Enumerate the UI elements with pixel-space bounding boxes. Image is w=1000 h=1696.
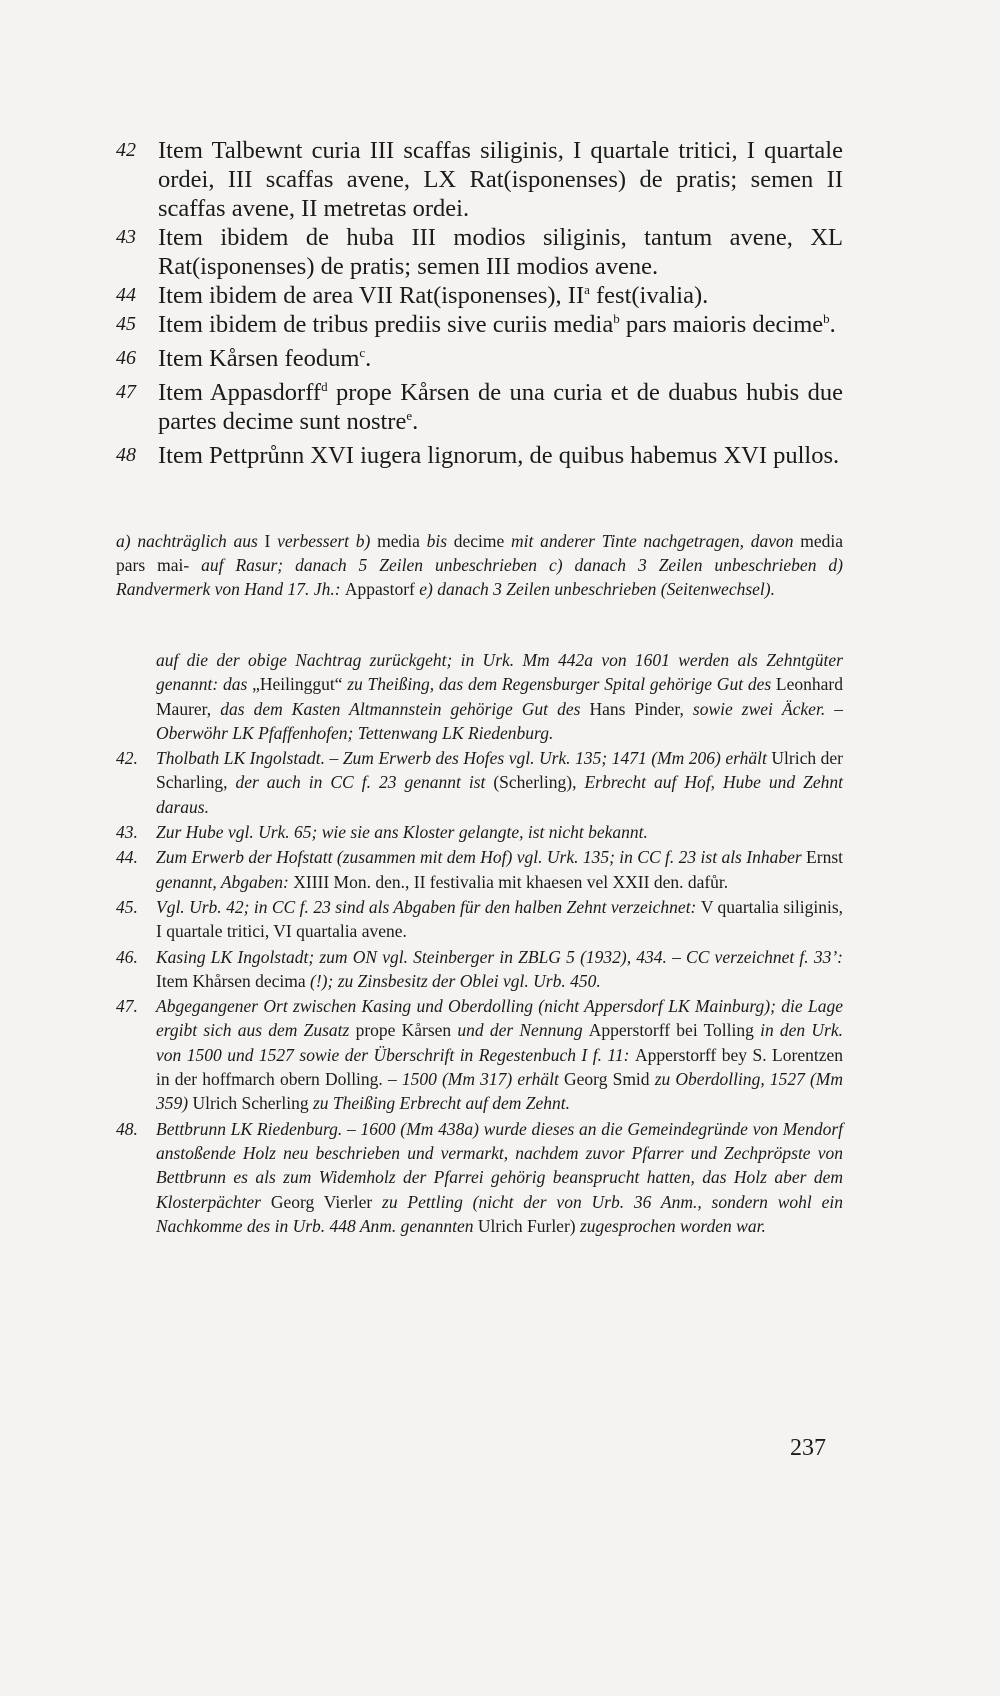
commentary-text: zu Theißing, das dem Regensburger Spital gehörige Gut des xyxy=(342,674,776,695)
commentary-text: Tholbath LK Ingolstadt. – Zum Erwerb des Hofes vgl. Urk. 135; 1471 (Mm 206) erhält xyxy=(156,748,772,769)
commentary-text: (Scherling), xyxy=(493,772,577,793)
entry-45 xyxy=(116,310,843,339)
commentary-text: „Heilinggut“ xyxy=(252,674,343,695)
commentary-text: (!); zu Zinsbesitz der Oblei vgl. Urb. 450. xyxy=(305,970,601,991)
footnote-marker: d xyxy=(321,378,328,394)
commentary-number: 48. xyxy=(116,1118,138,1139)
entry-text: prope Kårsen de una curia et de duabus hubis due partes decime sunt nostre xyxy=(158,379,843,435)
entry-46 xyxy=(116,344,843,373)
commentary-text: in den Urk. von 1500 und 1527 sowie der Überschrift in Regestenbuch I f. 11: xyxy=(156,1020,843,1065)
entry-text: . xyxy=(365,345,372,372)
entry-text: fest(ivalia). xyxy=(589,282,709,309)
apparatus-text: auf Rasur; danach 5 Zeilen unbeschrieben c) danach 3 Zeilen unbeschrieben d) Randvermerk von Hand 17. Jh.: xyxy=(116,555,843,599)
commentary xyxy=(116,648,843,1239)
footnote-marker: c xyxy=(359,344,366,360)
commentary-text: der auch in CC f. 23 genannt ist xyxy=(227,772,494,793)
entry-number: 42 xyxy=(116,139,136,161)
entry-47 xyxy=(116,378,843,436)
apparatus-text: I xyxy=(264,531,271,551)
commentary-text: Bettbrunn LK Riedenburg. – 1600 (Mm 438a) wurde dieses an die Gemeindegründe von Mendorf anstoßende Holz neu beschrieben und vermarkt, nachdem zuvor Pfarrer und Zechpröpste von Bettbrunn es als zum Widemholz der Pfarrei gehörig beansprucht hatten, das Holz aber dem Klosterpächter xyxy=(156,1118,843,1212)
commentary-text: Erbrecht auf Hof, Hube und Zehnt daraus. xyxy=(156,772,843,817)
commentary-number: 44. xyxy=(116,847,138,868)
commentary-text: Ulrich Furler) xyxy=(477,1215,576,1236)
entry-number: 48 xyxy=(116,444,136,466)
commentary-43 xyxy=(116,820,843,844)
commentary-text: genannt, Abgaben: xyxy=(156,871,294,892)
commentary-number: 43. xyxy=(116,822,138,843)
commentary-46 xyxy=(116,945,843,994)
entry-number: 44 xyxy=(116,284,136,306)
commentary-number: 47. xyxy=(116,996,138,1017)
apparatus-text: media xyxy=(377,531,420,551)
apparatus-text: Appastorf xyxy=(344,579,415,599)
entry-42 xyxy=(116,136,843,223)
apparatus-text: verbessert b) xyxy=(270,531,378,551)
entry-text: Item ibidem de huba III modios siliginis, tantum avene, XL Rat(isponenses) de pratis; semen III modios avene. xyxy=(158,224,843,280)
commentary-44 xyxy=(116,845,843,894)
entry-text: Item ibidem de tribus prediis sive curiis media xyxy=(158,311,614,338)
apparatus-text: bis xyxy=(419,531,454,551)
footnote-marker: b xyxy=(823,310,830,326)
entry-text: Item Talbewnt curia III scaffas siliginis, I quartale tritici, I quartale ordei, III scaffas avene, LX Rat(isponenses) de pratis; semen II scaffas avene, II metretas ordei. xyxy=(158,137,843,222)
commentary-text: prope Kårsen xyxy=(355,1020,452,1041)
apparatus-text: e) danach 3 Zeilen unbeschrieben (Seitenwechsel). xyxy=(414,579,775,599)
commentary-text: Vgl. Urb. 42; in CC f. 23 sind als Abgaben für den halben Zehnt verzeichnet: xyxy=(156,896,701,917)
commentary-text: das dem Kasten Altmannstein gehörige Gut des xyxy=(211,698,590,719)
apparatus-text: decime xyxy=(453,531,505,551)
footnote-marker: b xyxy=(613,310,620,326)
commentary-text: Georg Vierler xyxy=(270,1191,373,1212)
entry-text: pars maioris decime xyxy=(619,311,824,338)
commentary-text: Abgegangener Ort zwischen Kasing und Oberdolling (nicht Appersdorf LK Mainburg); die Lage ergibt sich aus dem Zusatz xyxy=(156,996,843,1041)
commentary-text: Item Khårsen decima xyxy=(156,970,306,991)
entry-48 xyxy=(116,441,843,470)
commentary-text: sowie zwei Äcker. – Oberwöhr LK Pfaffenhofen; Tettenwang LK Riedenburg. xyxy=(156,698,843,743)
entry-number: 43 xyxy=(116,226,136,248)
footnote-marker: e xyxy=(406,407,413,423)
commentary-text: zu Oberdolling, 1527 (Mm 359) xyxy=(156,1069,844,1114)
commentary-text: und der Nennung xyxy=(451,1020,589,1041)
entry-44 xyxy=(116,281,843,310)
entry-text: Item Appasdorff xyxy=(158,379,322,406)
commentary-text: – 1500 (Mm 317) erhält xyxy=(382,1069,565,1090)
commentary-45 xyxy=(116,895,843,944)
entry-number: 47 xyxy=(116,381,136,403)
entry-text: Item Pettprůnn XVI iugera lignorum, de quibus habemus XVI pullos. xyxy=(158,442,840,469)
commentary-text: Apperstorff bei Tolling xyxy=(588,1020,754,1041)
commentary-text: Ulrich der Scharling, xyxy=(156,748,843,793)
commentary-text: zu Theißing Erbrecht auf dem Zehnt. xyxy=(308,1093,570,1114)
commentary-48 xyxy=(116,1117,843,1238)
critical-apparatus xyxy=(116,529,843,601)
commentary-text: V quartalia siliginis, I quartale tritici, VI quartalia avene. xyxy=(156,896,844,942)
apparatus-text: media pars mai- xyxy=(116,531,843,575)
footnote-marker: a xyxy=(584,281,590,297)
commentary-text: XIIII Mon. den., II festivalia mit khaesen vel XXII den. dafůr. xyxy=(293,871,729,892)
commentary-text: Zur Hube vgl. Urk. 65; wie sie ans Kloster gelangte, ist nicht bekannt. xyxy=(156,822,648,843)
entry-text: . xyxy=(829,311,836,338)
commentary-number: 42. xyxy=(116,748,138,769)
entry-number: 46 xyxy=(116,347,136,369)
commentary-continuation xyxy=(116,648,843,745)
commentary-text: zugesprochen worden war. xyxy=(575,1215,766,1236)
commentary-text: Leonhard Maurer, xyxy=(156,674,843,719)
commentary-text: Hans Pinder, xyxy=(589,698,684,719)
commentary-text: Zum Erwerb der Hofstatt (zusammen mit dem Hof) vgl. Urk. 135; in CC f. 23 ist als Inhaber xyxy=(156,847,807,868)
commentary-47 xyxy=(116,994,843,1115)
commentary-number: 45. xyxy=(116,896,138,917)
commentary-number: 46. xyxy=(116,946,138,967)
commentary-text: zu Pettling (nicht der von Urb. 36 Anm., sondern wohl ein Nachkomme des in Urb. 448 Anm. genannten xyxy=(156,1191,843,1236)
commentary-text: Kasing LK Ingolstadt; zum ON vgl. Steinberger in ZBLG 5 (1932), 434. – CC verzeichnet f. 33’: xyxy=(156,946,843,967)
entry-text: Item ibidem de area VII Rat(isponenses), II xyxy=(158,282,585,309)
commentary-text: Ulrich Scherling xyxy=(192,1093,309,1114)
commentary-text: Ernst xyxy=(806,847,843,868)
commentary-text: auf die der obige Nachtrag zurückgeht; in Urk. Mm 442a von 1601 werden als Zehntgüter genannt: das xyxy=(156,650,843,695)
apparatus-text: a) nachträglich aus xyxy=(116,531,265,551)
apparatus-text: mit anderer Tinte nachgetragen, davon xyxy=(504,531,801,551)
entry-number: 45 xyxy=(116,313,136,335)
commentary-text: Apperstorff bey S. Lorentzen in der hoffmarch obern Dolling. xyxy=(156,1044,843,1090)
entry-text: Item Kårsen feodum xyxy=(158,345,360,372)
urbar-entries xyxy=(116,136,843,470)
entry-text: . xyxy=(412,408,419,435)
page-number: 237 xyxy=(790,1435,826,1461)
commentary-42 xyxy=(116,746,843,819)
commentary-text: Georg Smid xyxy=(564,1069,650,1090)
entry-43 xyxy=(116,223,843,281)
